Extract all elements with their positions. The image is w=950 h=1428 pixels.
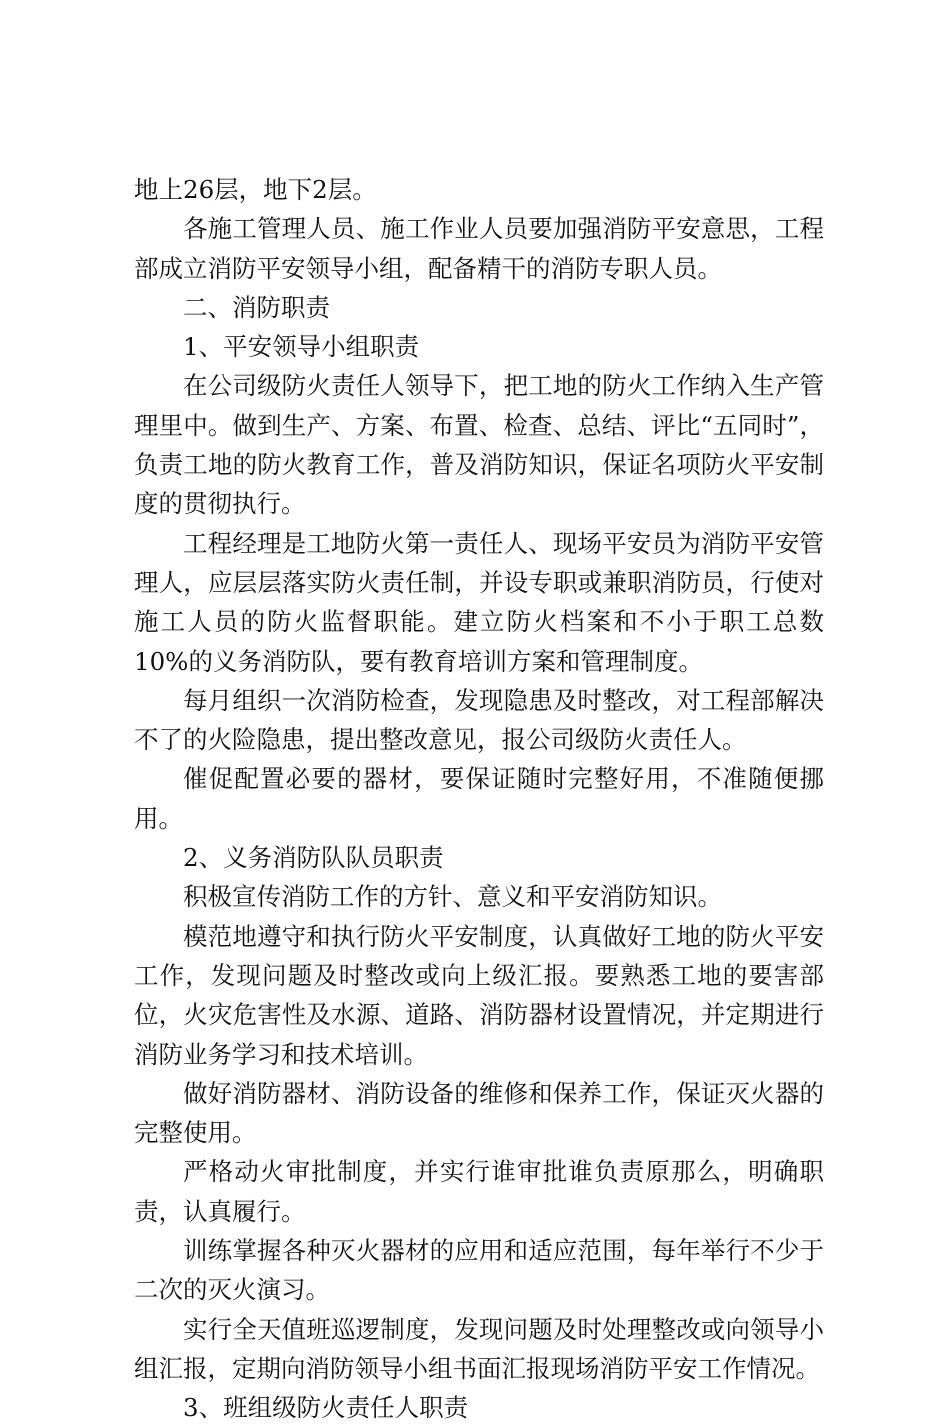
document-body (134, 170, 824, 1428)
paragraph-brigade-duty-5: 训练掌握各种灭火器材的应用和适应范围，每年举行不少于二次的灭火演习。 (134, 1236, 824, 1305)
paragraph-brigade-duty-4: 严格动火审批制度，并实行谁审批谁负责原那么，明确职责，认真履行。 (134, 1157, 824, 1226)
paragraph-location-floors: 地上26层，地下2层。 (134, 175, 377, 204)
subheading-leadership-group-duties: 1、平安领导小组职责 (183, 332, 420, 362)
paragraph-leadership-duty-1: 在公司级防火责任人领导下，把工地的防火工作纳入生产管理里中。做到生产、方案、布置、检查、总结、评比“五同时”，负责工地的防火教育工作，普及消防知识，保证名项防火平安制度的贯彻执行。 (134, 371, 824, 519)
section-heading-fire-duties: 二、消防职责 (183, 292, 330, 322)
paragraph-brigade-duty-6: 实行全天值班巡逻制度，发现问题及时处理整改或向领导小组汇报，定期向消防领导小组书面汇报现场消防平安工作情况。 (134, 1314, 824, 1383)
paragraph-safety-awareness: 各施工管理人员、施工作业人员要加强消防平安意思，工程部成立消防平安领导小组，配备精干的消防专职人员。 (134, 214, 824, 283)
subheading-volunteer-brigade-duties: 2、义务消防队队员职责 (183, 843, 444, 873)
paragraph-brigade-duty-3: 做好消防器材、消防设备的维修和保养工作，保证灭火器的完整使用。 (134, 1078, 824, 1148)
paragraph-leadership-duty-2: 工程经理是工地防火第一责任人、现场平安员为消防平安管理人，应层层落实防火责任制，并设专职或兼职消防员，行使对施工人员的防火监督职能。建立防火档案和不小于职工总数10%的义务消防队，要有教育培训方案和管理制度。 (134, 528, 824, 676)
paragraph-leadership-duty-3: 每月组织一次消防检查，发现隐患及时整改，对工程部解决不了的火险隐患，提出整改意见，报公司级防火责任人。 (134, 685, 824, 755)
paragraph-brigade-duty-1: 积极宣传消防工作的方针、意义和平安消防知识。 (183, 882, 722, 912)
paragraph-brigade-duty-2: 模范地遵守和执行防火平安制度，认真做好工地的防火平安工作，发现问题及时整改或向上级汇报。要熟悉工地的要害部位，火灾危害性及水源、道路、消防器材设置情况，并定期进行消防业务学习和技术培训。 (134, 921, 824, 1069)
paragraph-leadership-duty-4: 催促配置必要的器材，要保证随时完整好用，不准随便挪用。 (134, 764, 824, 833)
subheading-team-fire-responsible-duties: 3、班组级防火责任人职责 (183, 1393, 469, 1423)
